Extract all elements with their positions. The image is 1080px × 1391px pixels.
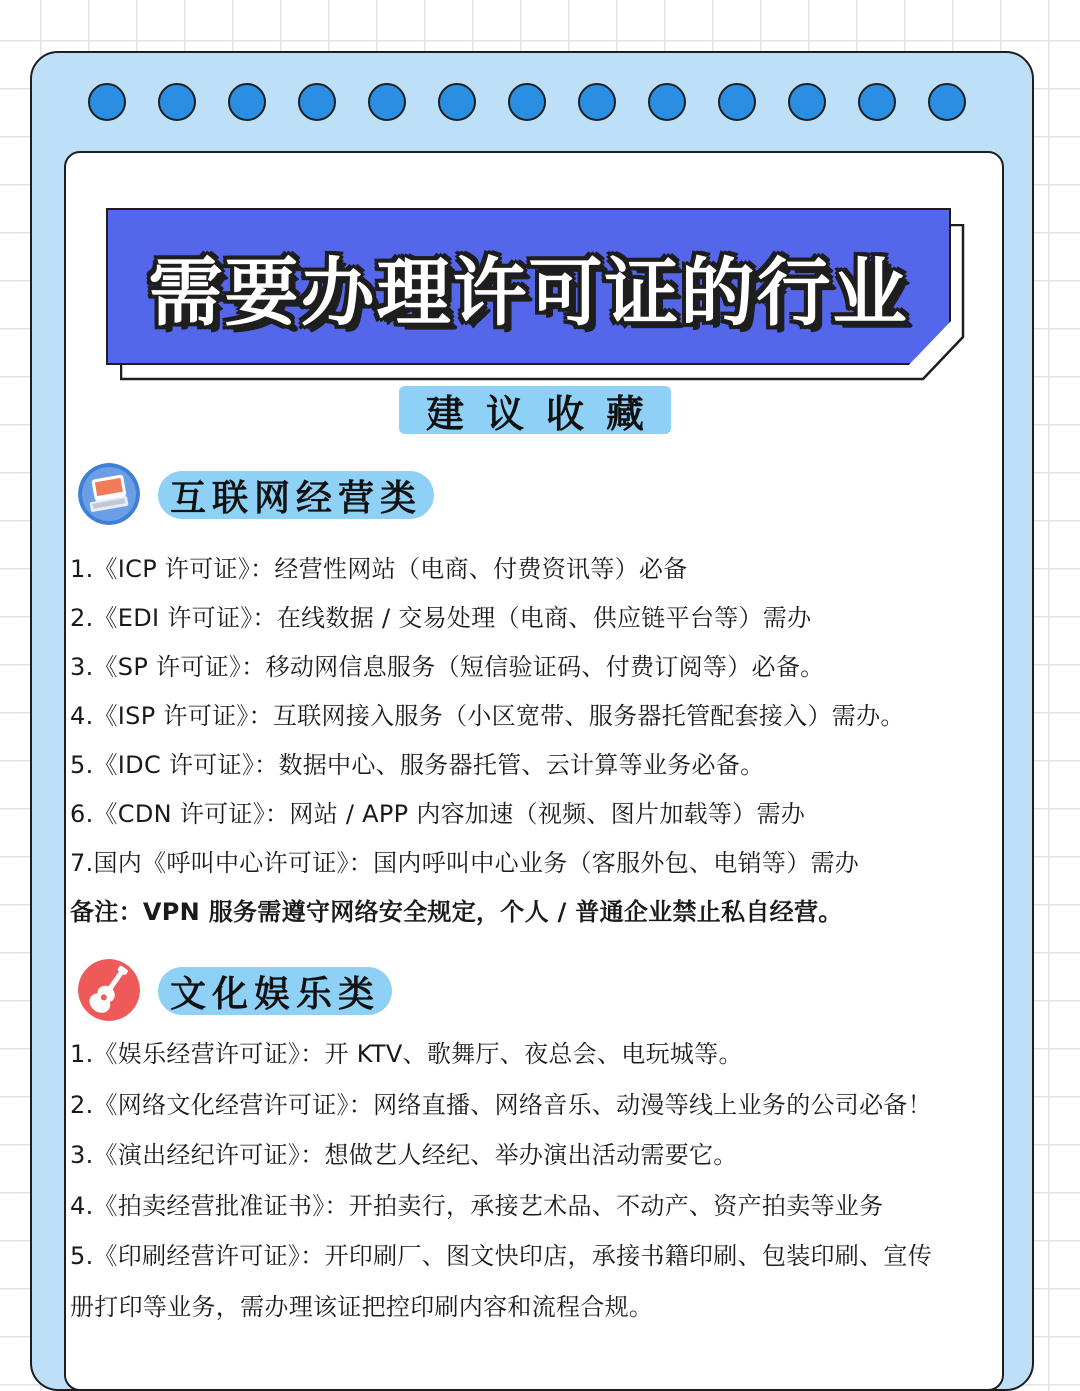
binder-hole [508, 83, 546, 121]
section-title-culture: 文化娱乐类 [158, 967, 392, 1015]
title-banner [106, 208, 966, 383]
content-panel [64, 151, 1004, 1391]
list-item: 5.《IDC 许可证》：数据中心、服务器托管、云计算等业务必备。 [70, 751, 765, 779]
binder-holes [88, 83, 988, 123]
binder-hole [298, 83, 336, 121]
list-item: 3.《演出经纪许可证》：想做艺人经纪、举办演出活动需要它。 [70, 1141, 738, 1169]
list-item: 1.《ICP 许可证》：经营性网站（电商、付费资讯等）必备 [70, 555, 688, 583]
culture-license-list [70, 1029, 1000, 1332]
internet-note: 备注：VPN 服务需遵守网络安全规定，个人 / 普通企业禁止私自经营。 [70, 898, 843, 926]
list-item: 5.《印刷经营许可证》：开印刷厂、图文快印店，承接书籍印刷、包装印刷、宣传 [70, 1242, 932, 1270]
binder-hole [438, 83, 476, 121]
binder-hole [228, 83, 266, 121]
guitar-icon [78, 959, 140, 1021]
binder-hole [88, 83, 126, 121]
page-title: 需要办理许可证的行业 [148, 249, 909, 336]
list-item: 1.《娱乐经营许可证》：开 KTV、歌舞厅、夜总会、电玩城等。 [70, 1040, 743, 1068]
laptop-icon [78, 463, 140, 525]
list-item: 4.《拍卖经营批准证书》：开拍卖行，承接艺术品、不动产、资产拍卖等业务 [70, 1191, 884, 1220]
list-item: 7.国内《呼叫中心许可证》：国内呼叫中心业务（客服外包、电销等）需办 [70, 849, 860, 877]
section-header-culture [78, 959, 678, 1029]
list-item: 2.《网络文化经营许可证》：网络直播、网络音乐、动漫等线上业务的公司必备！ [70, 1090, 932, 1119]
section-header-internet [78, 463, 678, 533]
internet-license-list [70, 545, 1000, 937]
list-item: 2.《EDI 许可证》：在线数据 / 交易处理（电商、供应链平台等）需办 [70, 604, 812, 632]
binder-hole [578, 83, 616, 121]
list-item: 6.《CDN 许可证》：网站 / APP 内容加速（视频、图片加载等）需办 [70, 800, 806, 828]
card-frame [30, 51, 1034, 1391]
binder-hole [158, 83, 196, 121]
section-title-internet: 互联网经营类 [158, 471, 434, 519]
binder-hole [648, 83, 686, 121]
binder-hole [718, 83, 756, 121]
list-item: 3.《SP 许可证》：移动网信息服务（短信验证码、付费订阅等）必备。 [70, 653, 825, 681]
list-item: 册打印等业务，需办理该证把控印刷内容和流程合规。 [70, 1292, 654, 1321]
binder-hole [858, 83, 896, 121]
list-item: 4.《ISP 许可证》：互联网接入服务（小区宽带、服务器托管配套接入）需办。 [70, 702, 905, 730]
binder-hole [788, 83, 826, 121]
binder-hole [368, 83, 406, 121]
tagline-badge: 建议收藏 [399, 386, 671, 434]
binder-hole [928, 83, 966, 121]
